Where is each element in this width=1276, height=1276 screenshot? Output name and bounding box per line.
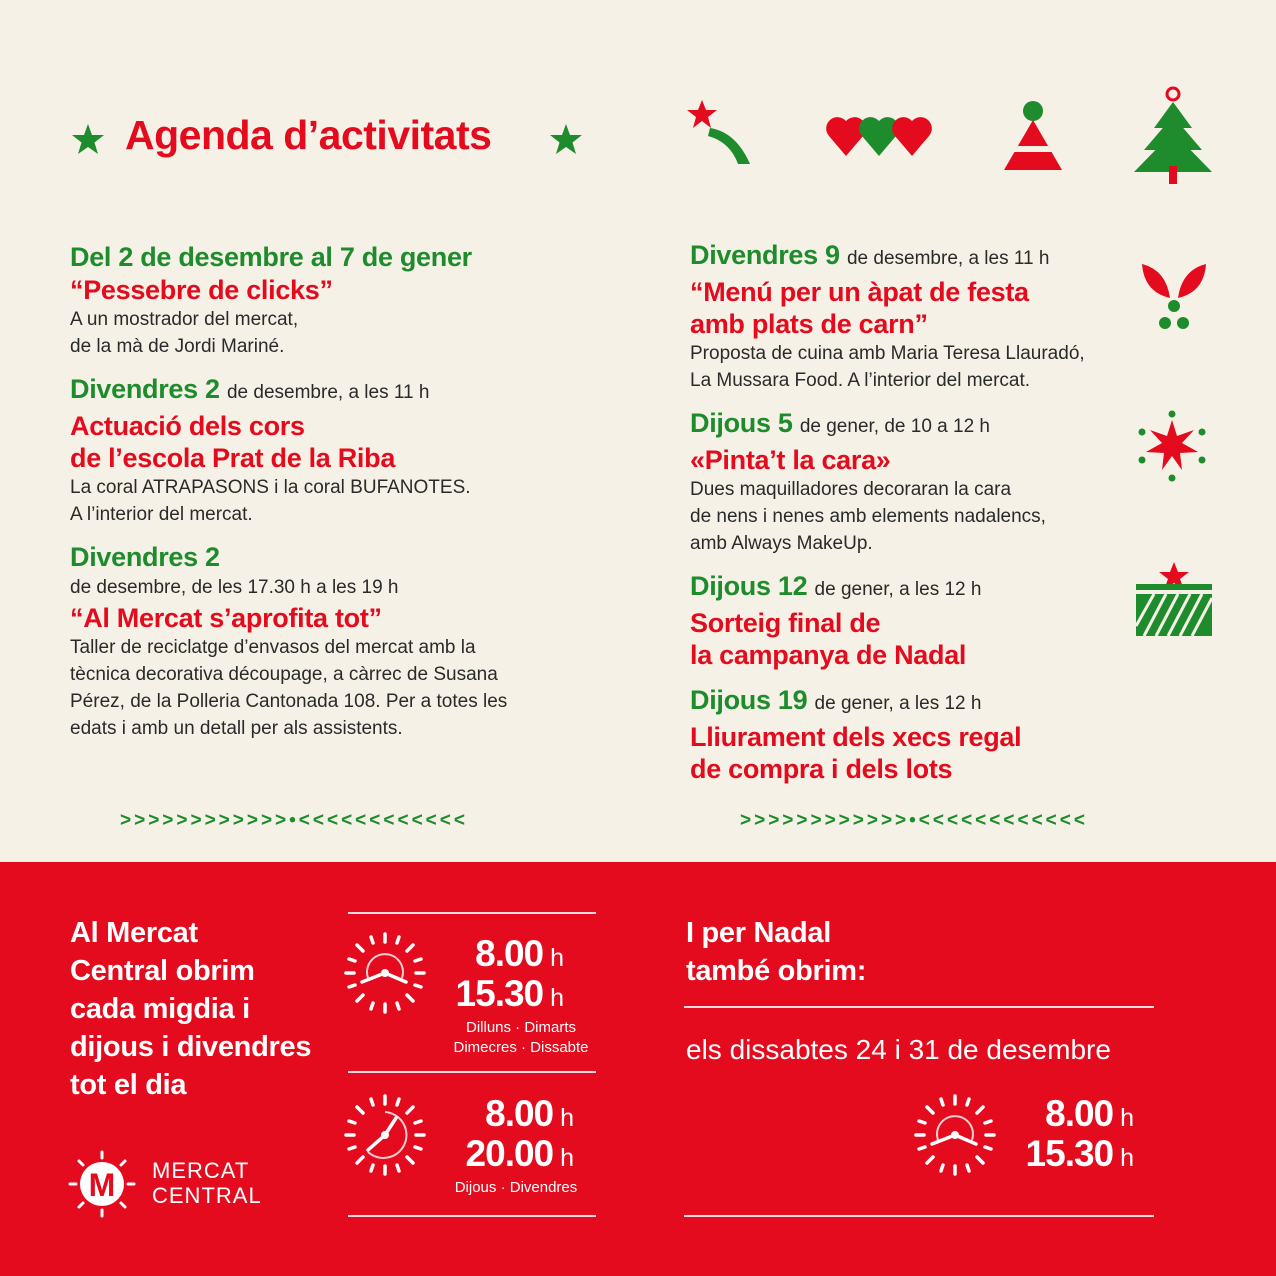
clock-icon bbox=[910, 1090, 1000, 1180]
event-title: “Al Mercat s’aprofita tot” bbox=[70, 603, 382, 633]
event-date-detail: de desembre, de les 17.30 h a les 19 h bbox=[70, 577, 399, 598]
logo-text: MERCAT CENTRAL bbox=[152, 1158, 262, 1208]
divider-line bbox=[348, 1071, 596, 1073]
shooting-star-icon bbox=[684, 98, 756, 170]
event-date: Dijous 12 de gener, a les 12 h bbox=[690, 571, 982, 601]
clock-icon bbox=[340, 928, 430, 1018]
event-description: Taller de reciclatge d’envasos del mercat amb la tècnica decorativa découpage, a càrrec de Susana Pérez, de la Polleria Cantonada 108. Per a totes les edats i amb un detall per als assistents. bbox=[70, 637, 508, 739]
event-date: Divendres 2 bbox=[70, 542, 220, 572]
star-icon bbox=[70, 122, 106, 158]
divider-line bbox=[348, 1215, 596, 1217]
gift-icon bbox=[1134, 560, 1214, 638]
schedule-1-days: Dilluns · Dimarts Dimecres · Dissabte bbox=[453, 1019, 589, 1056]
event-date: Divendres 2 de desembre, a les 11 h bbox=[70, 374, 430, 404]
event-title: Lliurament dels xecs regal de compra i dels lots bbox=[690, 722, 1022, 784]
svg-text:M: M bbox=[88, 1167, 116, 1203]
schedule-3-open: 8.00 h bbox=[1045, 1093, 1134, 1134]
schedule-2-days: Dijous · Divendres bbox=[454, 1179, 578, 1196]
event-description: A un mostrador del mercat, de la mà de Jordi Mariné. bbox=[70, 309, 299, 357]
opening-intro: Al Mercat Central obrim cada migdia i dijous i divendres tot el dia bbox=[70, 917, 312, 1101]
decorative-divider: >>>>>>>>>>>>•<<<<<<<<<<<< bbox=[740, 810, 1088, 831]
event-date: Divendres 9 de desembre, a les 11 h bbox=[690, 240, 1050, 270]
event-item bbox=[70, 372, 590, 528]
event-description: Proposta de cuina amb Maria Teresa Llauradó, La Mussara Food. A l’interior del mercat. bbox=[690, 343, 1085, 391]
schedule-3-close: 15.30 h bbox=[1025, 1133, 1134, 1174]
event-title: “Pessebre de clicks” bbox=[70, 275, 333, 305]
divider-line bbox=[684, 1006, 1154, 1008]
event-title: «Pinta’t la cara» bbox=[690, 445, 891, 475]
event-item bbox=[690, 406, 1140, 557]
christmas-title: I per Nadal també obrim: bbox=[686, 917, 867, 987]
snowflake-star-icon bbox=[1136, 410, 1208, 482]
event-item bbox=[690, 238, 1140, 394]
schedule-1-close: 15.30 h bbox=[455, 973, 564, 1014]
hearts-icon bbox=[826, 112, 932, 158]
christmas-text: els dissabtes 24 i 31 de desembre bbox=[686, 1034, 1111, 1065]
party-hat-icon bbox=[1002, 100, 1064, 172]
right-events-column bbox=[690, 238, 1140, 797]
holly-icon bbox=[1140, 262, 1208, 332]
event-title: Actuació dels cors de l’escola Prat de la Riba bbox=[70, 411, 396, 473]
page-title: Agenda d’activitats bbox=[125, 112, 492, 158]
event-date: Del 2 de desembre al 7 de gener bbox=[70, 242, 472, 272]
mercat-central-logo-icon bbox=[68, 1150, 136, 1218]
left-events-column bbox=[70, 240, 590, 754]
event-date: Dijous 19 de gener, a les 12 h bbox=[690, 685, 982, 715]
clock-icon bbox=[340, 1090, 430, 1180]
schedule-2-open: 8.00 h bbox=[485, 1093, 574, 1134]
divider-line bbox=[348, 912, 596, 914]
event-title: “Menú per un àpat de festa amb plats de carn” bbox=[690, 277, 1029, 339]
event-item bbox=[70, 540, 590, 742]
schedule-1-open: 8.00 h bbox=[475, 933, 564, 974]
christmas-tree-icon bbox=[1132, 86, 1214, 186]
decorative-divider: >>>>>>>>>>>>•<<<<<<<<<<<< bbox=[120, 810, 468, 831]
divider-line bbox=[684, 1215, 1154, 1217]
event-title: Sorteig final de la campanya de Nadal bbox=[690, 608, 967, 670]
event-description: La coral ATRAPASONS i la coral BUFANOTES. A l’interior del mercat. bbox=[70, 477, 471, 525]
event-description: Dues maquilladores decoraran la cara de nens i nenes amb elements nadalencs, amb Always MakeUp. bbox=[690, 479, 1046, 554]
event-item bbox=[690, 569, 1140, 671]
event-item bbox=[70, 240, 590, 360]
event-date: Dijous 5 de gener, de 10 a 12 h bbox=[690, 408, 990, 438]
schedule-2-close: 20.00 h bbox=[465, 1133, 574, 1174]
event-item bbox=[690, 683, 1140, 785]
star-icon bbox=[548, 122, 584, 158]
